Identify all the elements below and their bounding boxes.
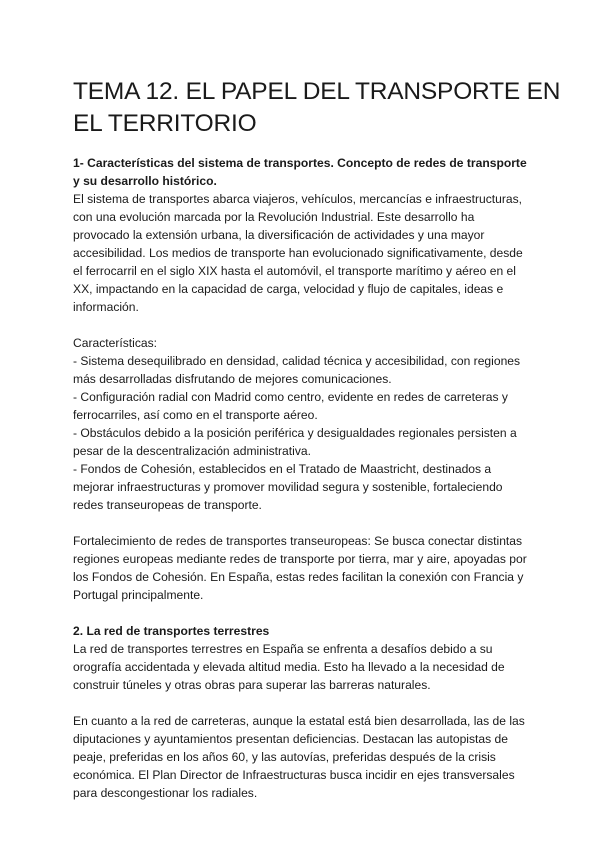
- document-body: [73, 154, 533, 802]
- section-2-paragraph-2: En cuanto a la red de carreteras, aunque la estatal está bien desarrollada, las de las diputaciones y ayuntamientos presentan deficiencias. Destacan las autopistas de peaje, preferidas en los años 60, y las autovías, preferidas después de la crisis económica. El Plan Director de Infraestructuras busca incidir en ejes transversales para descongestionar los radiales.: [73, 714, 525, 800]
- list-item: - Obstáculos debido a la posición periférica y desigualdades regionales persisten a pesar de la descentralización administrativa.: [73, 426, 517, 458]
- section-1-intro: El sistema de transportes abarca viajeros, vehículos, mercancías e infraestructuras, con una evolución marcada por la Revolución Industrial. Este desarrollo ha provocado la extensión urbana, la diversificación de actividades y una mayor accesibilidad. Los medios de transporte han evolucionado significativamente, desde el ferrocarril en el siglo XIX hasta el automóvil, el transporte marítimo y aéreo en el XX, impactando en la capacidad de carga, velocidad y flujo de capitales, ideas e información.: [73, 192, 523, 314]
- characteristics-label: Características:: [73, 336, 158, 350]
- list-item: - Configuración radial con Madrid como centro, evidente en redes de carreteras y ferrocarriles, así como en el transporte aéreo.: [73, 390, 508, 422]
- trans-european-paragraph: Fortalecimiento de redes de transportes transeuropeas: Se busca conectar distintas regiones europeas mediante redes de transporte por tierra, mar y aire, apoyadas por los Fondos de Cohesión. En España, estas redes facilitan la conexión con Francia y Portugal principalmente.: [73, 534, 527, 602]
- list-item: - Fondos de Cohesión, establecidos en el Tratado de Maastricht, destinados a mejorar infraestructuras y promover movilidad segura y sostenible, fortaleciendo redes transeuropeas de transporte.: [73, 462, 503, 512]
- page-title: TEMA 12. EL PAPEL DEL TRANSPORTE EN EL TERRITORIO: [73, 78, 561, 137]
- section-2-heading: 2. La red de transportes terrestres: [73, 624, 270, 638]
- section-1-heading: 1- Características del sistema de transportes. Concepto de redes de transporte y su desarrollo histórico.: [73, 156, 527, 188]
- section-2-paragraph-1: La red de transportes terrestres en España se enfrenta a desafíos debido a su orografía accidentada y elevada altitud media. Esto ha llevado a la necesidad de construir túneles y otras obras para superar las barreras naturales.: [73, 642, 505, 692]
- list-item: - Sistema desequilibrado en densidad, calidad técnica y accesibilidad, con regiones más desarrolladas disfrutando de mejores comunicaciones.: [73, 354, 521, 386]
- characteristics-list: [73, 352, 533, 514]
